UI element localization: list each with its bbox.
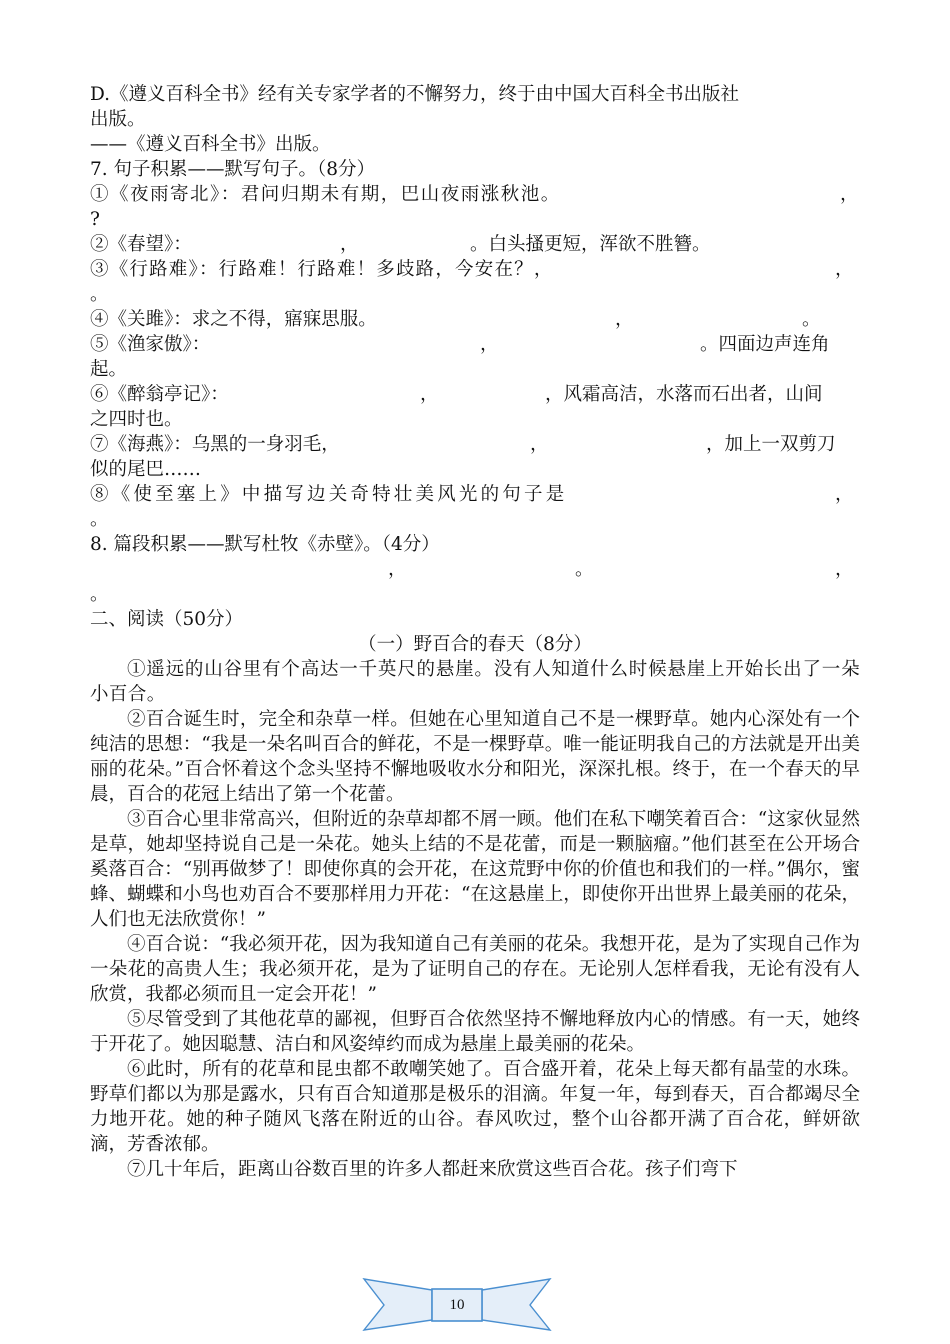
- page-content: [90, 82, 860, 1182]
- q7-item-1-comma: ，: [840, 184, 859, 205]
- question-7-title: 7. 句子积累——默写句子。（8分）: [90, 159, 376, 180]
- q8-comma-1: ，: [388, 559, 407, 580]
- q8-comma-2: ，: [835, 559, 854, 580]
- q7-item-5: [90, 332, 860, 357]
- reading-paragraph-7: ⑦几十年后，距离山谷数百里的许多人都赶来欣赏这些百合花。孩子们弯下: [127, 1159, 738, 1180]
- option-d-line-2: 出版。: [90, 109, 146, 130]
- reading-paragraph-1: ①遥远的山谷里有个高达一千英尺的悬崖。没有人知道什么时候悬崖上开始长出了一朵小百合。: [90, 659, 860, 705]
- reading-paragraph-5: ⑤尽管受到了其他花草的鄙视，但野百合依然坚持不懈地释放内心的情感。有一天，她终于开花了。她因聪慧、洁白和风姿绰约而成为悬崖上最美丽的花朵。: [90, 1009, 860, 1055]
- q7-item-7-text: ⑦《海燕》：乌黑的一身羽毛，: [90, 434, 340, 455]
- q7-item-7-end: 似的尾巴……: [90, 459, 202, 480]
- q7-item-3-comma: ，: [835, 259, 854, 280]
- q7-item-1-end: ?: [90, 209, 100, 230]
- q7-item-8-text: ⑧《使至塞上》中描写边关奇特壮美风光的句子是: [90, 484, 568, 505]
- q7-item-8-end: 。: [90, 509, 109, 530]
- q7-item-6-text: ⑥《醉翁亭记》：: [90, 384, 229, 405]
- reading-paragraph-2: ②百合诞生时，完全和杂草一样。但她在心里知道自己不是一棵野草。她内心深处有一个纯洁的思想：“我是一朵名叫百合的鲜花，不是一棵野草。唯一能证明我自己的方法就是开出美丽的花朵。”百合怀着这个念头坚持不懈地吸收水分和阳光，深深扎根。终于，在一个春天的早晨，百合的花冠上结出了第一个花蕾。: [90, 709, 860, 805]
- q7-item-8: [90, 482, 860, 507]
- q7-item-6-end: 之四时也。: [90, 409, 183, 430]
- q7-item-4-text: ④《关雎》：求之不得，寤寐思服。: [90, 309, 377, 330]
- q7-item-3: [90, 257, 860, 282]
- q7-item-2: [90, 232, 860, 257]
- reading-paragraph-4: ④百合说：“我必须开花，因为我知道自己有美丽的花朵。我想开花，是为了实现自己作为一朵花的高贵人生；我必须开花，是为了证明自己的存在。无论别人怎样看我，无论有没有人欣赏，我都必须而且一定会开花！”: [90, 934, 860, 1005]
- part-2-title: 二、阅读（50分）: [90, 609, 244, 630]
- option-d-answer: ——《遵义百科全书》出版。: [90, 134, 331, 155]
- question-8-title: 8. 篇段积累——默写杜牧《赤壁》。（4分）: [90, 534, 440, 555]
- q8-end: 。: [90, 584, 109, 605]
- q7-item-3-text: ③《行路难》：行路难！行路难！多歧路，今安在？，: [90, 259, 554, 280]
- q7-item-6-rest: ，风霜高洁，水落而石出者，山间: [545, 384, 823, 405]
- q7-item-1: [90, 182, 860, 207]
- q7-item-2-text: ②《春望》：: [90, 234, 192, 255]
- reading-1-title: （一）野百合的春天（8分）: [358, 634, 592, 655]
- page-number: 10: [449, 1297, 465, 1313]
- q7-item-8-comma: ，: [835, 484, 854, 505]
- page-footer: [362, 1276, 552, 1336]
- q7-item-7: [90, 432, 860, 457]
- q7-item-2-comma: ，: [340, 234, 359, 255]
- option-d-line-1: D.《遵义百科全书》经有关专家学者的不懈努力，终于由中国大百科全书出版社: [90, 84, 740, 105]
- q7-item-5-rest: 。四面边声连角: [700, 334, 830, 355]
- q7-item-4-end: 。: [802, 309, 821, 330]
- q7-item-4-comma: ，: [615, 309, 634, 330]
- q7-item-5-comma: ，: [480, 334, 499, 355]
- q7-item-4: [90, 307, 860, 332]
- q8-blank-line: [90, 557, 860, 582]
- q7-item-2-rest: 。白头搔更短，浑欲不胜簪。: [470, 234, 711, 255]
- q7-item-5-end: 起。: [90, 359, 128, 380]
- q8-period-1: 。: [575, 559, 594, 580]
- q7-item-7-comma: ，: [530, 434, 549, 455]
- reading-paragraph-6: ⑥此时，所有的花草和昆虫都不敢嘲笑她了。百合盛开着，花朵上每天都有晶莹的水珠。野草们都以为那是露水，只有百合知道那是极乐的泪滴。年复一年，每到春天，百合都竭尽全力地开花。她的种子随风飞落在附近的山谷。春风吹过，整个山谷都开满了百合花，鲜妍欲滴，芳香浓郁。: [90, 1059, 860, 1155]
- q7-item-5-text: ⑤《渔家傲》：: [90, 334, 211, 355]
- q7-item-1-text: ①《夜雨寄北》：君问归期未有期，巴山夜雨涨秋池。: [90, 184, 561, 205]
- q7-item-6: [90, 382, 860, 407]
- q7-item-7-rest: ，加上一双剪刀: [706, 434, 836, 455]
- q7-item-3-end: 。: [90, 284, 109, 305]
- q7-item-6-comma: ，: [420, 384, 439, 405]
- reading-paragraph-3: ③百合心里非常高兴，但附近的杂草却都不屑一顾。他们在私下嘲笑着百合：“这家伙显然是草，她却坚持说自己是一朵花。她头上结的不是花蕾，而是一颗脑瘤。”他们甚至在公开场合奚落百合：“别再做梦了！即使你真的会开花，在这荒野中你的价值也和我们的一样。”偶尔，蜜蜂、蝴蝶和小鸟也劝百合不要那样用力开花：“在这悬崖上，即使你开出世界上最美丽的花朵，人们也无法欣赏你！”: [90, 809, 860, 930]
